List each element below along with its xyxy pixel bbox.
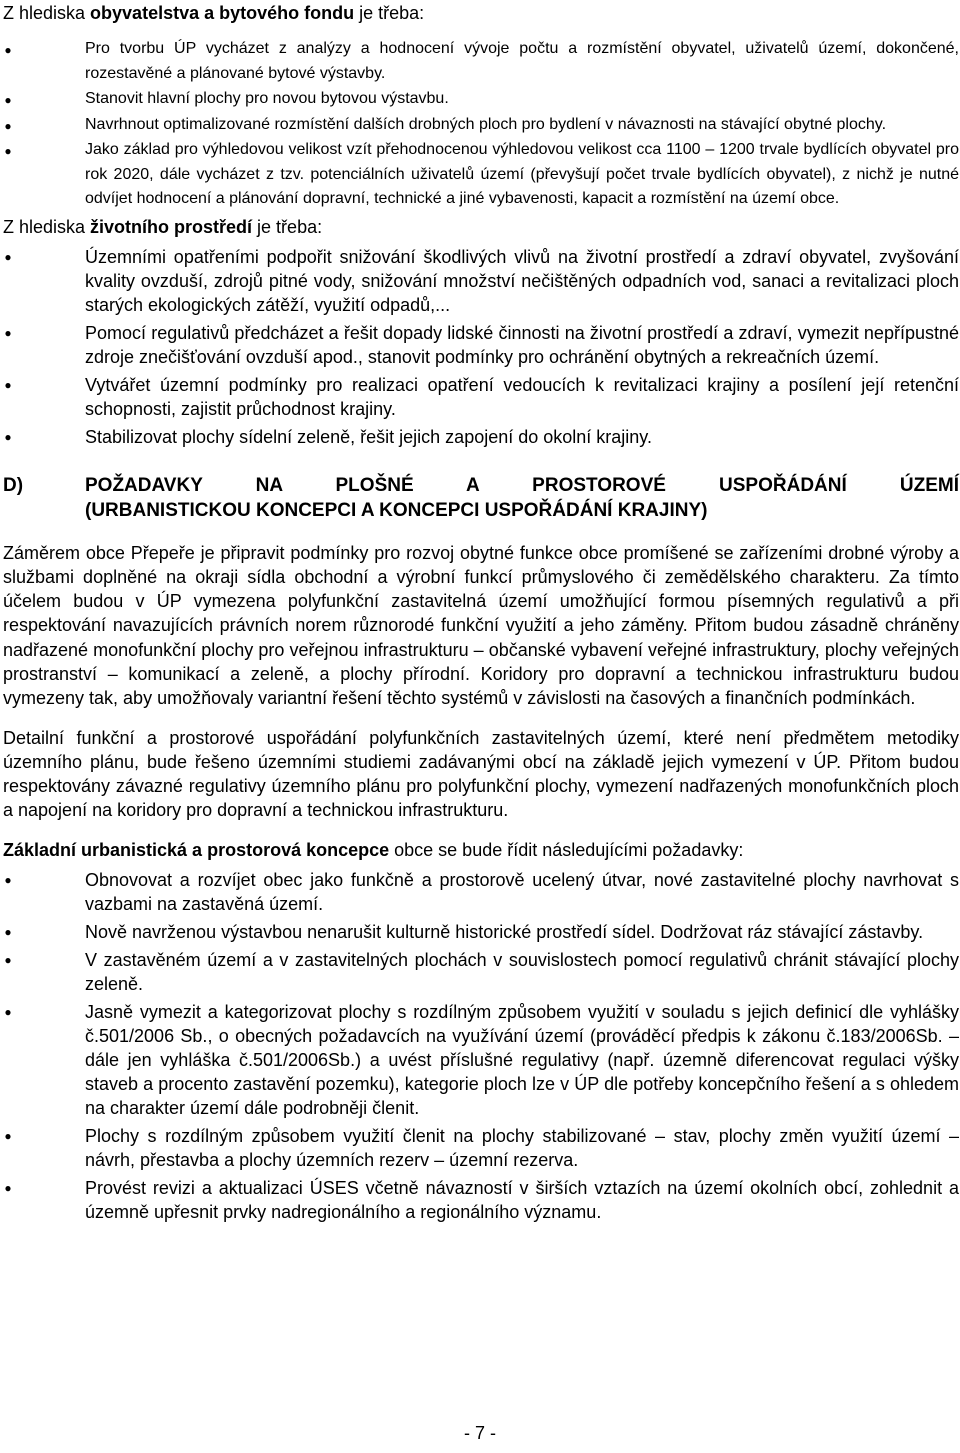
paragraph-zamer: Záměrem obce Přepeře je připravit podmínky pro rozvoj obytné funkce obce promíšené se zařízeními drobné výroby a službami doplněné na okraji sídla obchodní a výrobní funkcí průmyslového či zemědělského charakteru. Za tímto účelem budou v ÚP vymezena polyfunkční zastavitelná území umožňující formou písemných regulativů a při respektování navazujících právních norem různorodé funkční využití a jeho záměny. Přitom budou zásadně chráněny nadřazené monofunkční plochy pro veřejnou infrastrukturu – občanské vybavení veřejné infrastruktury, plochy veřejných prostranství – komunikací a zeleně, a plochy přírodní. Koridory pro dopravní a technickou infrastrukturu budou vymezeny tak, aby umožňovaly variantní řešení těchto systémů v závislosti na časových a finančních podmínkách. [3,542,959,709]
paragraph-detailni-usporadani: Detailní funkční a prostorové uspořádání polyfunkčních zastavitelných území, které není předmětem metodiky územního plánu, bude řešeno územními studiemi zadávanými obcí na základě jejich vymezení v ÚP. Přitom budou respektovány závazné regulativy územního plánu pro polyfunkční plochy, vymezení nadřazených monofunkčních ploch a napojení na koridory pro dopravní a technickou infrastrukturu. [3,727,959,821]
intro-bold: Základní urbanistická a prostorová koncepce [3,839,390,860]
list-item-text: Jasně vymezit a kategorizovat plochy s rozdílným způsobem využití v souladu s jejich definicí dle vyhlášky č.501/2006 Sb., o obecných požadavcích na využívání území (prováděcí předpis k zákonu č.183/2006Sb. – dále jen vyhláška č.501/2006Sb.) a uvést příslušné regulativy (např. územně diferencovat regulaci výšky staveb a procento zastavění pozemku), kategorie ploch lze v ÚP dle potřeby koncepčního řešení a s ohledem na charakter území dále podrobněji členit. [85,1001,959,1118]
bullet-icon: ● [4,325,12,340]
list-item-text: Stabilizovat plochy sídelní zeleně, řešit jejich zapojení do okolní krajiny. [85,426,652,447]
list-item [3,373,959,421]
bullet-icon: ● [4,872,12,887]
list-item-text: Jako základ pro výhledovou velikost vzít přehodnocenou výhledovou velikost cca 1100 – 1200 trvale bydlících obyvatel pro rok 2020, dále vycházet z tzv. potenciálních uživatelů území (převyšují počet trvale bydlících obyvatel), z nichž je nutné odvíjet hodnocení a plánování dopravní, technické a jiné vybavenosti, kapacit a rozmístění na území obce. [85,141,959,207]
intro-obyvatelstvo [3,0,959,25]
intro-suffix: je třeba: [252,216,323,237]
list-item-text: Stanovit hlavní plochy pro novou bytovou výstavbu. [85,90,449,107]
intro-zivotni-prostredi [3,214,959,239]
bullet-icon: ● [4,1128,12,1143]
section-number: D) [3,474,24,496]
list-item [3,321,959,369]
list-item [3,948,959,996]
list-item-text: Navrhnout optimalizované rozmístění dalších drobných ploch pro bydlení v návaznosti na stávající obytné plochy. [85,115,887,133]
bullet-icon: ● [4,93,12,107]
bullet-icon: ● [4,144,12,158]
list-item [3,1000,959,1120]
list-item [3,1176,959,1224]
bullet-icon: ● [4,952,12,967]
list-item [3,1124,959,1172]
list-item-text: Nově navrženou výstavbou nenarušit kulturně historické prostředí sídel. Dodržovat ráz stávající zástavby. [85,921,924,942]
bullet-icon: ● [4,249,12,264]
intro-bold: obyvatelstva a bytového fondu [90,3,355,23]
bullet-icon: ● [4,429,12,444]
list-item-text: Vytvářet územní podmínky pro realizaci opatření vedoucích k revitalizaci krajiny a posílení její retenční schopnosti, zajistit průchodnost krajiny. [85,374,959,419]
intro-urbanisticka-koncepce [3,837,959,862]
bullet-icon: ● [4,924,12,939]
bullet-list-zivotni-prostredi [3,245,959,449]
intro-prefix: Z hlediska [3,216,91,237]
section-title-line2: (URBANISTICKOU KONCEPCI A KONCEPCI USPOŘÁDÁNÍ KRAJINY) [85,499,708,521]
intro-suffix: je třeba: [354,3,425,23]
list-item-text: Plochy s rozdílným způsobem využití členit na plochy stabilizované – stav, plochy změn využití území – návrh, přestavba a plochy územních rezerv – územní rezerva. [85,1125,959,1170]
bullet-icon: ● [4,43,12,57]
list-item [3,245,959,317]
bullet-list-urbanisticka-koncepce [3,868,959,1224]
list-item [3,87,959,112]
list-item [3,37,959,86]
list-item [3,425,959,449]
section-title-line1: POŽADAVKY NA PLOŠNÉ A PROSTOROVÉ USPOŘÁDÁNÍ ÚZEMÍ [85,474,959,496]
bullet-icon: ● [4,1004,12,1019]
page-number: - 7 - [463,1423,496,1443]
list-item-text: Obnovovat a rozvíjet obec jako funkčně a prostorově ucelený útvar, nové zastavitelné plochy navrhovat s vazbami na zastavěná území. [85,869,959,914]
list-item [3,868,959,916]
intro-bold: životního prostředí [90,216,253,237]
list-item-text: Územními opatřeními podpořit snižování škodlivých vlivů na životní prostředí a zdraví obyvatel, zvyšování kvality ovzduší, zdrojů pitné vody, snižování množství nečištěných odpadních vod, sanaci a revitalizaci ploch starých ekologických zátěží, využití odpadů,... [85,246,959,315]
list-item-text: Pomocí regulativů předcházet a řešit dopady lidské činnosti na životní prostředí a zdraví, vymezit nepřípustné zdroje znečišťování ovzduší apod., stanovit podmínky pro ochránění obytných a rekreačních území. [85,322,959,367]
document-page [3,0,959,1228]
list-item-text: Pro tvorbu ÚP vycházet z analýzy a hodnocení vývoje počtu a rozmístění obyvatel, uživatelů území, dokončené, rozestavěné a plánované bytové výstavby. [85,40,959,82]
bullet-icon: ● [4,118,12,133]
list-item-text: Provést revizi a aktualizaci ÚSES včetně návazností v širších vztazích na území okolních obcí, zohlednit a územně upřesnit prvky nadregionálního a regionálního významu. [85,1177,959,1222]
bullet-icon: ● [4,1180,12,1195]
section-d-heading [3,473,959,523]
list-item [3,113,959,138]
list-item [3,920,959,944]
bullet-icon: ● [4,377,12,392]
intro-prefix: Z hlediska [3,3,91,23]
list-item-text: V zastavěném území a v zastavitelných plochách v souvislostech pomocí regulativů chránit stávající plochy zeleně. [85,949,959,994]
bullet-list-obyvatelstvo [3,37,959,212]
intro-suffix: obce se bude řídit následujícími požadavky: [389,839,744,860]
list-item [3,138,959,212]
